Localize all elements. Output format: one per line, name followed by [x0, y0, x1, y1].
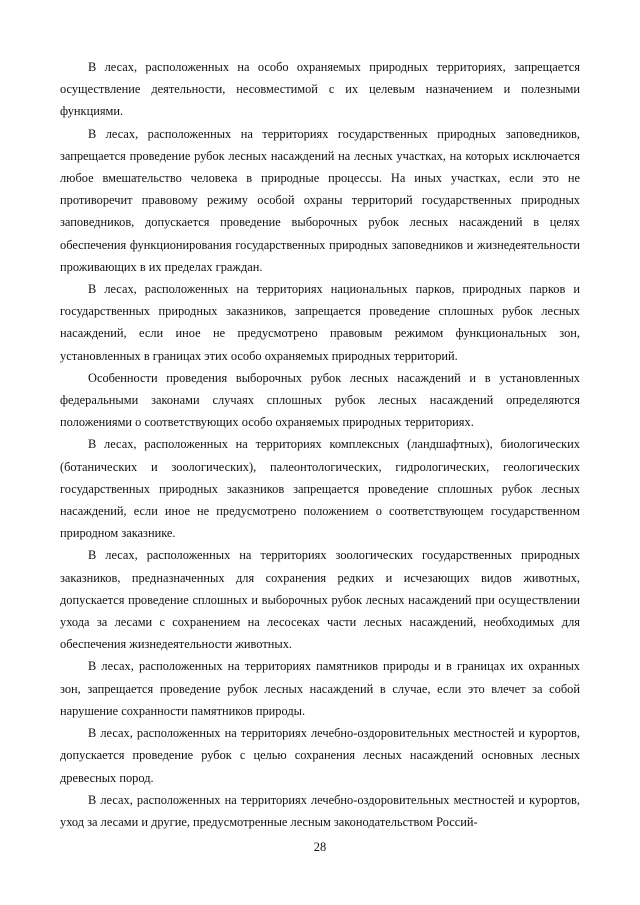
paragraph-2: В лесах, расположенных на территориях государственных природных заповедников, запрещается проведение рубок лесных насаждений на лесных участках, на которых исключается любое вмешательство человека в природные процессы. На иных участках, если это не противоречит правовому режиму особой охраны территорий государственных природных заповедников, допускается проведение выборочных рубок лесных насаждений в целях обеспечения функционирования государственных природных заповедников и жизнедеятельности проживающих в их пределах граждан.: [60, 126, 580, 274]
paragraph-6: В лесах, расположенных на территориях зоологических государственных природных заказников, предназначенных для сохранения редких и исчезающих видов животных, допускается проведение сплошных и выборочных рубок лесных насаждений при осуществлении ухода за лесами с сохранением на лесосеках части лесных насаждений, необходимых для обеспечения жизнедеятельности животных.: [60, 548, 580, 652]
paragraph-8: В лесах, расположенных на территориях лечебно-оздоровительных местностей и курортов, допускается проведение рубок с целью сохранения лесных насаждений основных лесных древесных пород.: [60, 726, 580, 785]
paragraph-5: В лесах, расположенных на территориях комплексных (ландшафтных), биологических (ботанических и зоологических), палеонтологических, гидрологических, геологических государственных природных заказников запрещается проведение сплошных рубок лесных насаждений, если иное не предусмотрено положением о соответствующем государственном природном заказнике.: [60, 437, 580, 541]
paragraph-3: В лесах, расположенных на территориях национальных парков, природных парков и государственных природных заказников, запрещается проведение сплошных рубок лесных насаждений, если иное не предусмотрено правовым режимом функциональных зон, установленных в границах этих особо охраняемых природных территорий.: [60, 282, 580, 363]
paragraph-1: В лесах, расположенных на особо охраняемых природных территориях, запрещается осуществление деятельности, несовместимой с их целевым назначением и полезными функциями.: [60, 60, 580, 119]
page-number: 28: [313, 840, 327, 854]
paragraph-4: Особенности проведения выборочных рубок лесных насаждений и в установленных федеральными законами случаях сплошных рубок лесных насаждений определяются положениями о соответствующих особо охраняемых природных территориях.: [60, 370, 580, 430]
paragraph-7: В лесах, расположенных на территориях памятников природы и в границах их охранных зон, запрещается проведение рубок лесных насаждений в случае, если это влечет за собой нарушение сохранности памятников природы.: [60, 659, 580, 718]
paragraph-9: В лесах, расположенных на территориях лечебно-оздоровительных местностей и курортов, уход за лесами и другие, предусмотренные лесным законодательством Россий-: [60, 792, 580, 829]
document-body: [60, 56, 580, 833]
